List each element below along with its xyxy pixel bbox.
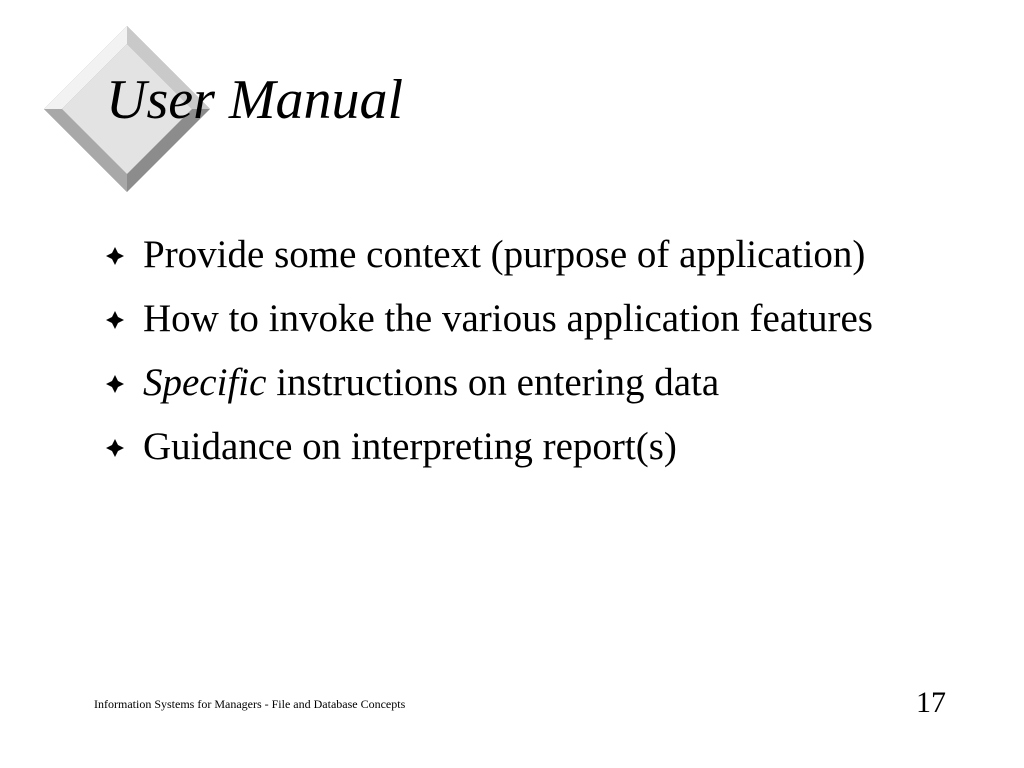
bullet-text: instructions on entering data xyxy=(266,361,720,404)
slide-title: User Manual xyxy=(106,69,404,131)
list-item xyxy=(106,356,936,410)
bullet-text: Provide some context (purpose of application) xyxy=(143,233,866,276)
four-petal-diamond-icon xyxy=(106,439,124,457)
four-petal-diamond-icon xyxy=(106,375,124,393)
bullet-emphasis: Specific xyxy=(143,361,267,404)
bullet-list xyxy=(106,228,936,484)
bullet-text: How to invoke the various application features xyxy=(143,297,873,340)
page-number: 17 xyxy=(916,686,946,719)
list-item xyxy=(106,228,936,282)
footer-text: Information Systems for Managers - File and Database Concepts xyxy=(94,697,406,711)
four-petal-diamond-icon xyxy=(106,311,124,329)
list-item xyxy=(106,292,936,346)
four-petal-diamond-icon xyxy=(106,247,124,265)
list-item xyxy=(106,420,936,474)
bullet-text: Guidance on interpreting report(s) xyxy=(143,425,677,468)
